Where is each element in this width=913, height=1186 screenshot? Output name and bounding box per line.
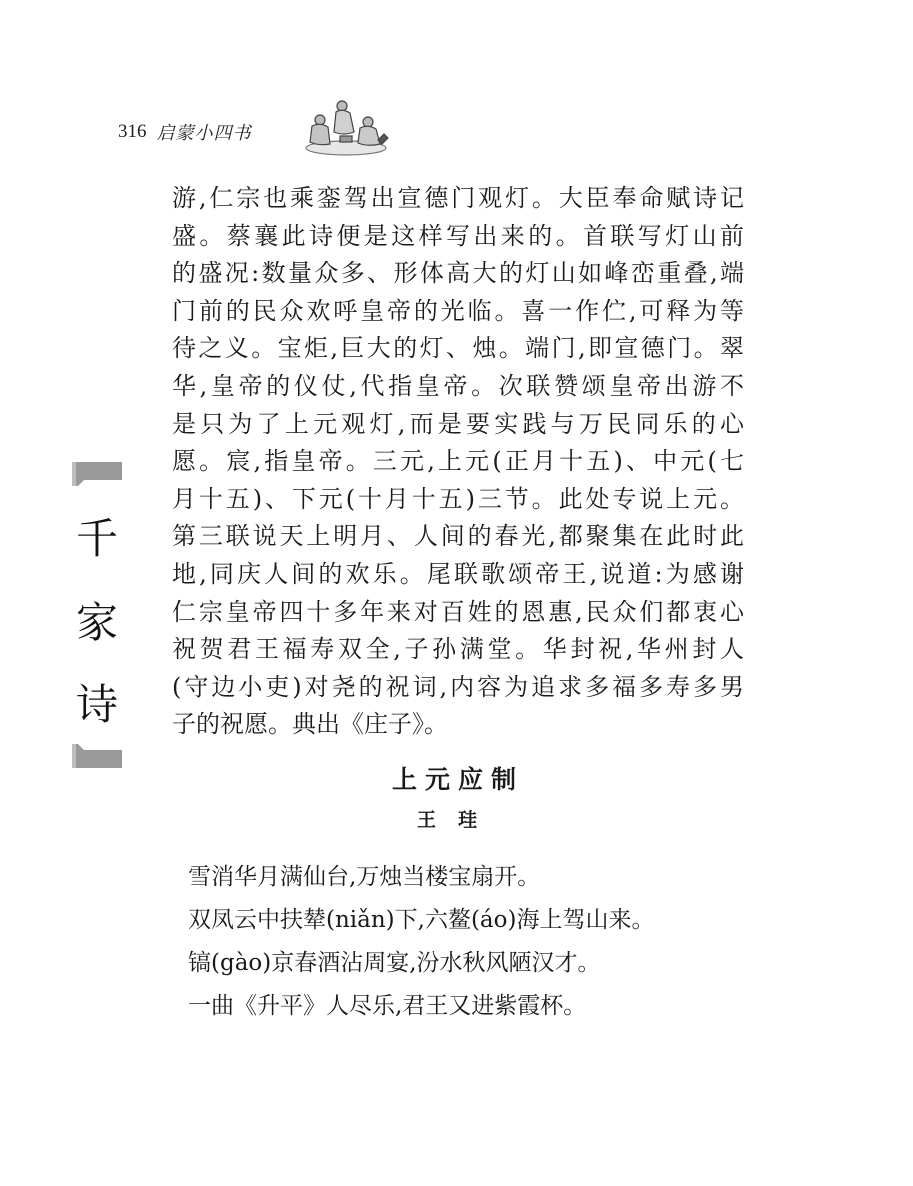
tab-bar-top bbox=[72, 462, 122, 486]
commentary-line: 仁宗皇帝四十多年来对百姓的恩惠,民众们都衷心 bbox=[172, 597, 744, 626]
poem-line: 镐(gào)京春酒沾周宴,汾水秋风陋汉才。 bbox=[188, 950, 601, 976]
poem-title: 上元应制 bbox=[391, 765, 524, 794]
commentary-line: 地,同庆人间的欢乐。尾联歌颂帝王,说道:为感谢 bbox=[172, 559, 744, 588]
poem-line: 雪消华月满仙台,万烛当楼宝扇开。 bbox=[188, 864, 541, 890]
poem-line: 双凤云中扶辇(niǎn)下,六鳌(áo)海上驾山来。 bbox=[188, 907, 655, 933]
commentary-line: 游,仁宗也乘銮驾出宣德门观灯。大臣奉命赋诗记 bbox=[172, 184, 744, 212]
commentary-line: (守边小吏)对尧的祝词,内容为追求多福多寿多男 bbox=[172, 672, 744, 701]
tab-char-1: 千 bbox=[75, 514, 118, 563]
commentary-line: 第三联说天上明月、人间的春光,都聚集在此时此 bbox=[172, 522, 744, 551]
commentary-line: 祝贺君王福寿双全,子孙满堂。华封祝,华州封人 bbox=[172, 635, 744, 664]
commentary-line: 子的祝愿。典出《庄子》。 bbox=[172, 710, 448, 739]
section-tab bbox=[72, 462, 122, 768]
poem-author: 王珪 bbox=[416, 809, 499, 831]
commentary-line: 是只为了上元观灯,而是要实践与万民同乐的心 bbox=[172, 409, 744, 438]
commentary-line: 月十五)、下元(十月十五)三节。此处专说上元。 bbox=[172, 484, 744, 513]
tab-char-3: 诗 bbox=[75, 680, 118, 729]
commentary-line: 门前的民众欢呼皇帝的光临。喜一作伫,可释为等 bbox=[172, 296, 744, 325]
tab-char-2: 家 bbox=[75, 598, 118, 647]
commentary-line: 待之义。宝炬,巨大的灯、烛。端门,即宣德门。翠 bbox=[172, 334, 744, 363]
scholars-illustration bbox=[300, 96, 392, 158]
page-number: 316 bbox=[118, 121, 147, 142]
book-title: 启蒙小四书 bbox=[156, 123, 252, 144]
tab-bar-bottom bbox=[72, 744, 122, 768]
commentary-line: 愿。宸,指皇帝。三元,上元(正月十五)、中元(七 bbox=[172, 447, 744, 476]
commentary-text bbox=[172, 180, 744, 744]
commentary-line: 盛。蔡襄此诗便是这样写出来的。首联写灯山前 bbox=[172, 221, 744, 250]
running-header bbox=[118, 119, 252, 145]
commentary-line: 华,皇帝的仪仗,代指皇帝。次联赞颂皇帝出游不 bbox=[172, 371, 744, 400]
poem-line: 一曲《升平》人尽乐,君王又进紫霞杯。 bbox=[188, 993, 587, 1019]
poem-body bbox=[188, 856, 748, 1028]
commentary-line: 的盛况:数量众多、形体高大的灯山如峰峦重叠,端 bbox=[172, 259, 744, 288]
